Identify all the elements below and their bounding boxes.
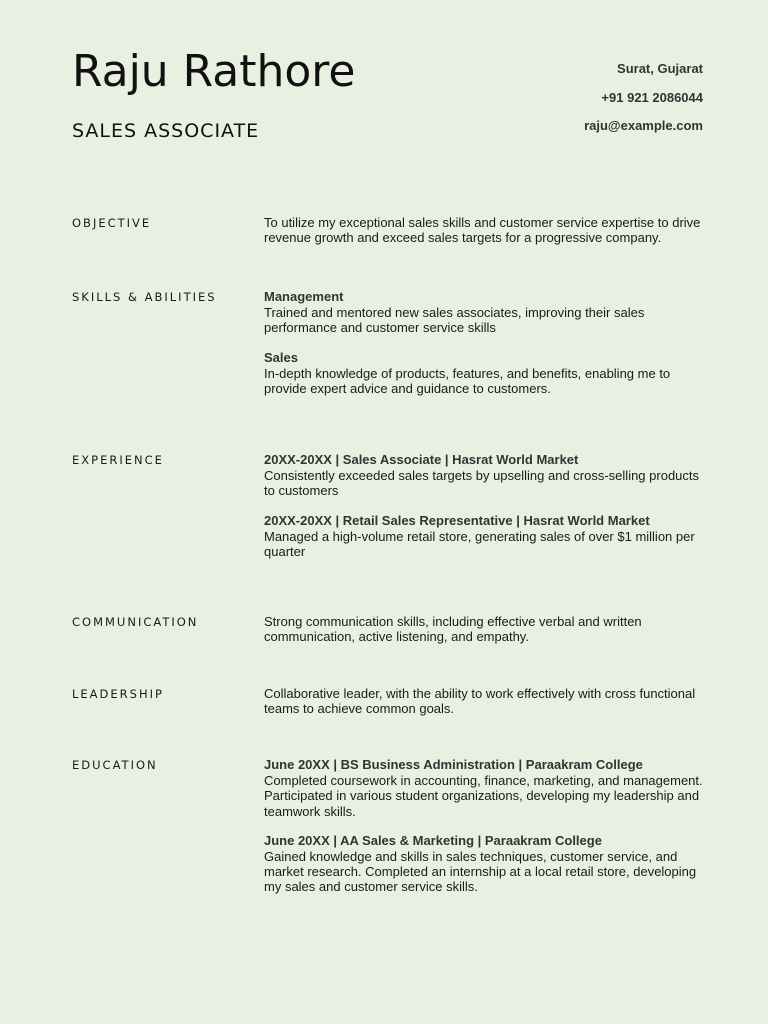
experience-item [264,513,703,560]
skill-item [264,289,703,336]
experience-item-title: 20XX-20XX | Retail Sales Representative | Hasrat World Market [264,512,650,528]
section-content-communication [264,614,703,645]
section-content-skills [264,289,703,396]
section-education [72,757,703,895]
section-label-skills: SKILLS & ABILITIES [72,290,217,304]
section-label-education: EDUCATION [72,758,158,772]
section-communication [72,614,703,645]
education-item [264,757,703,819]
skill-item-text: In-depth knowledge of products, features, and benefits, enabling me to provide expert advice and guidance to customers. [264,365,671,396]
section-skills [72,289,703,396]
section-content-leadership [264,686,703,717]
education-item [264,833,703,895]
experience-item [264,452,703,499]
skill-item-text: Trained and mentored new sales associates, improving their sales performance and customer service skills [264,305,645,336]
contact-phone: +91 921 2086044 [601,89,703,105]
section-leadership [72,686,703,717]
contact-email: raju@example.com [584,118,703,133]
section-content-experience [264,452,703,559]
education-item-text: Completed coursework in accounting, finance, marketing, and management. Participated in various student organizations, developing my leadership and teamwork skills. [264,773,703,819]
experience-item-text: Consistently exceeded sales targets by upselling and cross-selling products to customers [264,468,700,499]
skill-item-title: Management [264,289,344,304]
section-label-experience: EXPERIENCE [72,453,164,467]
job-title: SALES ASSOCIATE [72,120,260,142]
section-content-objective [264,215,703,246]
education-item-title: June 20XX | AA Sales & Marketing | Paraakram College [264,832,602,848]
education-item-title: June 20XX | BS Business Administration | Paraakram College [264,757,643,772]
resume-name: Raju Rathore [72,46,356,97]
section-label-objective: OBJECTIVE [72,216,152,230]
experience-item-title: 20XX-20XX | Sales Associate | Hasrat World Market [264,452,579,467]
section-label-communication: COMMUNICATION [72,615,199,629]
skill-item-title: Sales [264,349,298,365]
contact-location: Surat, Gujarat [617,61,703,76]
contact-info [584,60,703,146]
section-content-education [264,757,703,895]
skill-item [264,350,703,397]
section-label-leadership: LEADERSHIP [72,687,164,701]
section-experience [72,452,703,559]
experience-item-text: Managed a high-volume retail store, generating sales of over $1 million per quarter [264,528,695,559]
objective-text: To utilize my exceptional sales skills and customer service expertise to drive revenue growth and exceed sales targets for a progressive company. [264,215,701,246]
leadership-text: Collaborative leader, with the ability to work effectively with cross functional teams to achieve common goals. [264,686,696,717]
communication-text: Strong communication skills, including effective verbal and written communication, active listening, and empathy. [264,614,642,645]
section-objective [72,215,703,246]
education-item-text: Gained knowledge and skills in sales techniques, customer service, and market research. Completed an internship at a local retail store, developing my sales and customer service skills. [264,848,697,895]
